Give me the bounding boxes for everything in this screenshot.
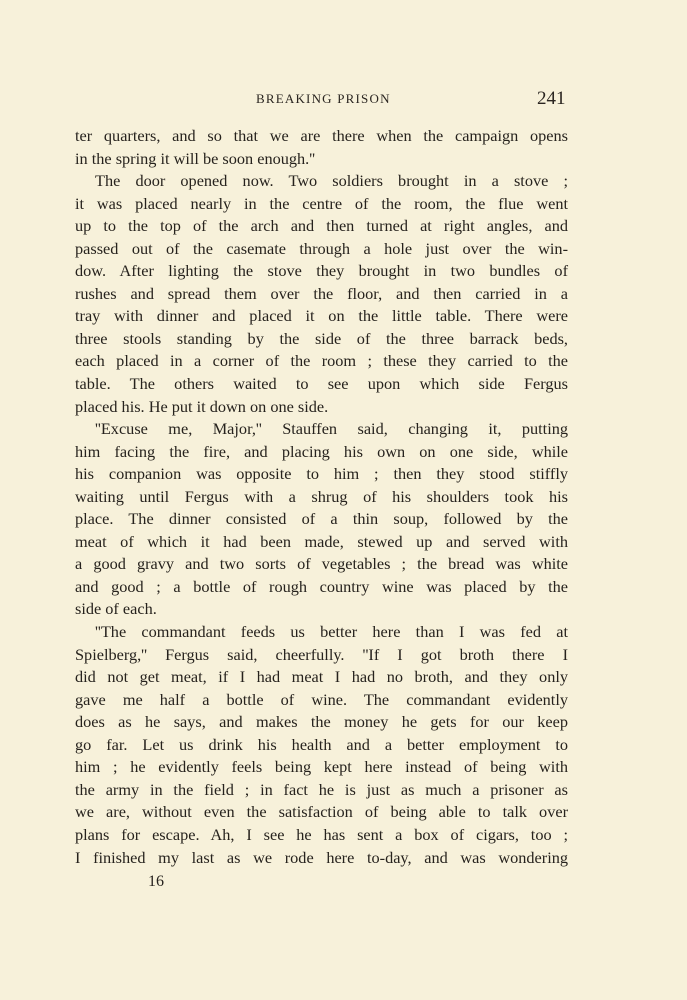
text-line: table. The others waited to see upon which side Fergus: [75, 374, 568, 394]
text-line: three stools standing by the side of the three barrack beds,: [75, 328, 568, 348]
text-line: side of each.: [75, 599, 157, 619]
text-line: does as he says, and makes the money he gets for our keep: [75, 712, 568, 732]
text-line: plans for escape. Ah, I see he has sent a box of cigars, too ;: [75, 824, 568, 844]
text-line: I finished my last as we rode here to-day, and was wondering: [75, 847, 568, 867]
text-line: tray with dinner and placed it on the little table. There were: [75, 306, 568, 326]
text-line: ter quarters, and so that we are there when the campaign opens: [75, 126, 568, 145]
text-line: placed his. He put it down on one side.: [75, 396, 329, 416]
text-line: his companion was opposite to him ; then they stood stiffly: [75, 464, 568, 484]
text-line: him ; he evidently feels being kept here instead of being with: [75, 757, 568, 777]
text-line: place. The dinner consisted of a thin soup, followed by the: [75, 509, 568, 529]
text-line: passed out of the casemate through a hole just over the win-: [75, 238, 568, 258]
text-line: dow. After lighting the stove they brought in two bundles of: [75, 261, 568, 281]
text-line: waiting until Fergus with a shrug of his shoulders took his: [75, 486, 568, 506]
text-line: did not get meat, if I had meat I had no broth, and they only: [75, 667, 568, 687]
text-line: we are, without even the satisfaction of being able to talk over: [75, 802, 568, 822]
body-text: [75, 125, 568, 869]
text-line: Spielberg,'' Fergus said, cheerfully. ''If I got broth there I: [75, 644, 568, 664]
text-line: ''The commandant feeds us better here than I was fed at: [95, 622, 568, 642]
text-line: and good ; a bottle of rough country wine was placed by the: [75, 576, 568, 596]
running-head: [0, 89, 687, 113]
text-line: ''Excuse me, Major,'' Stauffen said, changing it, putting: [95, 419, 568, 439]
running-title: BREAKING PRISON: [256, 91, 391, 106]
text-line: him facing the fire, and placing his own on one side, while: [75, 441, 568, 461]
text-line: in the spring it will be soon enough.'': [75, 148, 316, 168]
text-line: go far. Let us drink his health and a better employment to: [75, 734, 568, 754]
text-line: each placed in a corner of the room ; these they carried to the: [75, 351, 568, 371]
signature-mark: 16: [148, 873, 164, 890]
text-line: gave me half a bottle of wine. The commandant evidently: [75, 689, 568, 709]
text-line: meat of which it had been made, stewed up and served with: [75, 531, 568, 551]
text-line: rushes and spread them over the floor, and then carried in a: [75, 283, 568, 303]
text-line: the army in the field ; in fact he is just as much a prisoner as: [75, 779, 568, 799]
text-line: up to the top of the arch and then turned at right angles, and: [75, 216, 568, 236]
text-line: The door opened now. Two soldiers brought in a stove ;: [95, 171, 568, 191]
page-number: 241: [537, 88, 566, 109]
text-line: a good gravy and two sorts of vegetables ; the bread was white: [75, 554, 568, 574]
text-line: it was placed nearly in the centre of the room, the flue went: [75, 193, 568, 213]
